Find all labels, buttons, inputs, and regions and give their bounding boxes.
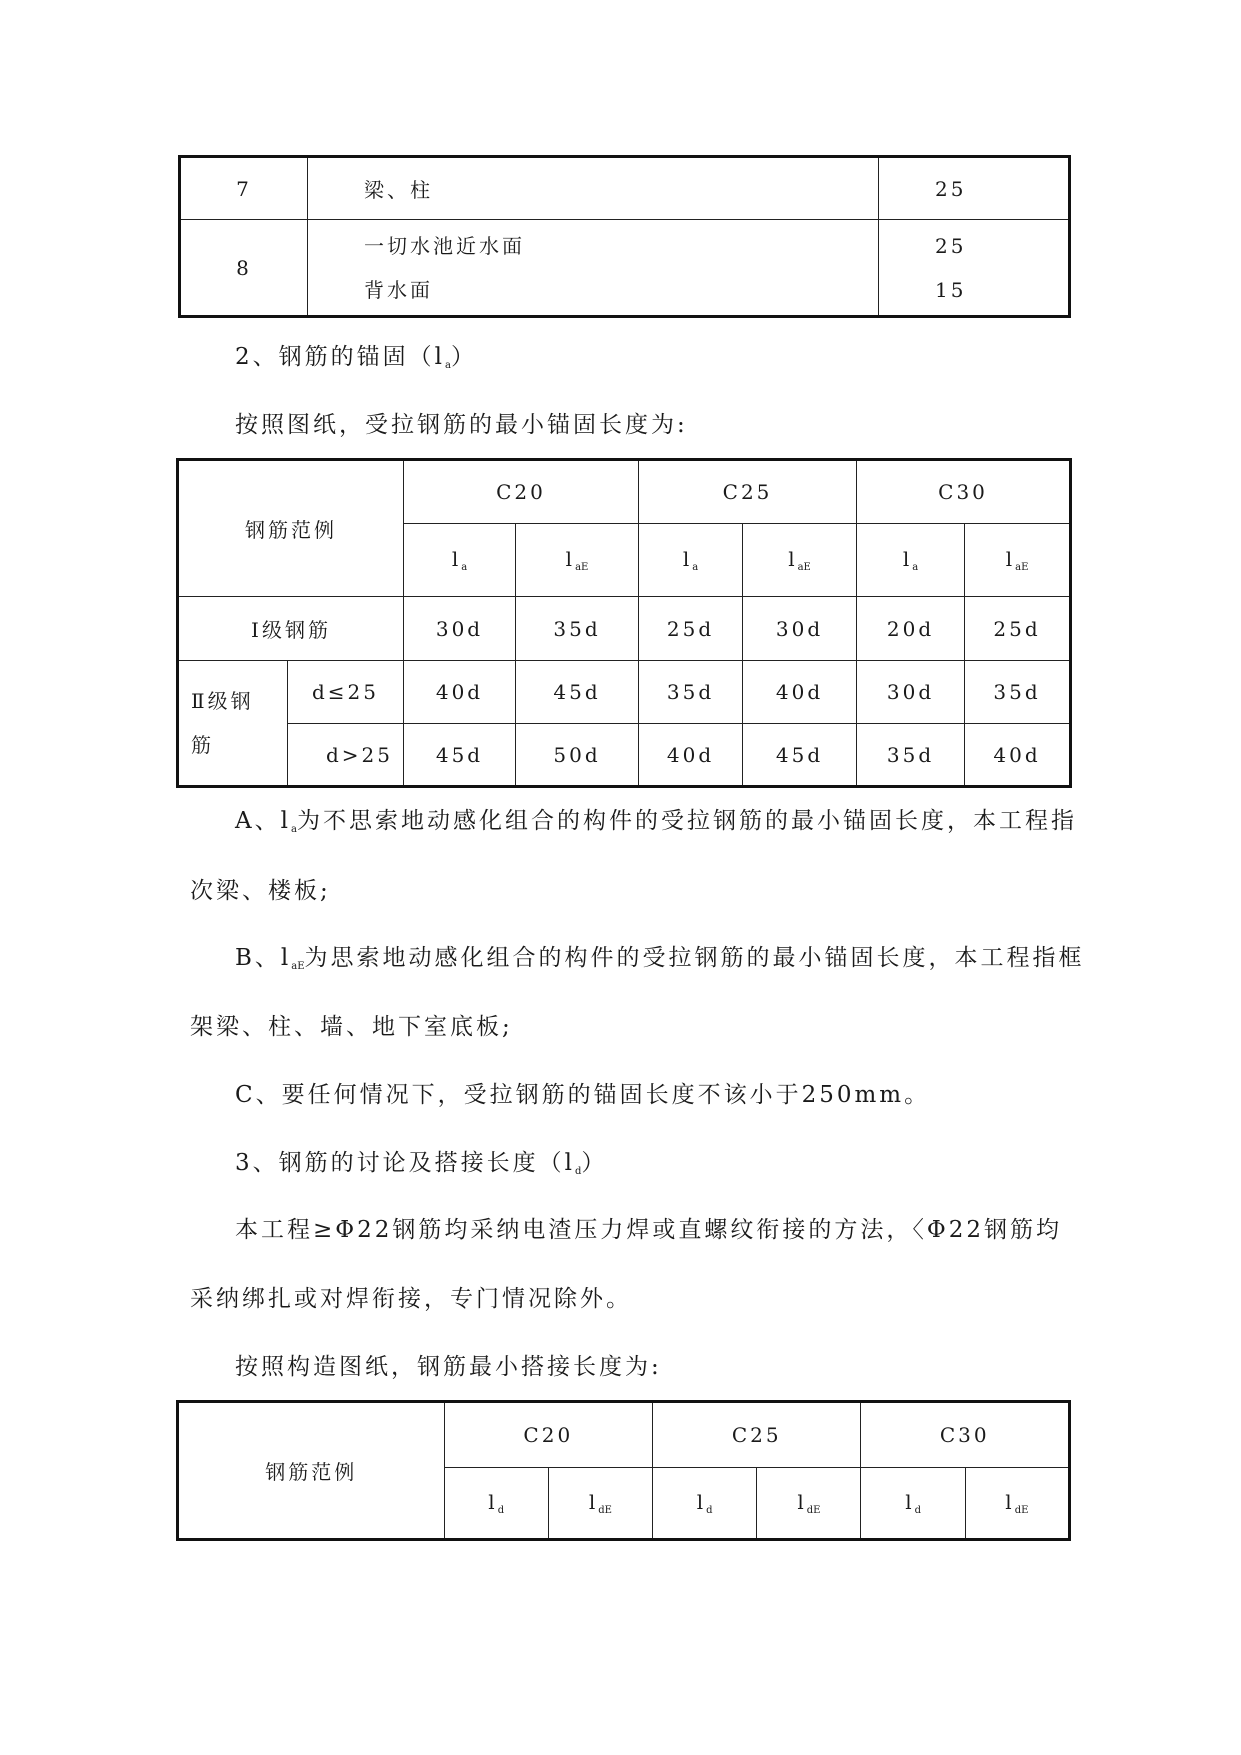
sub-header (861, 1468, 965, 1540)
sub-header (653, 1468, 757, 1540)
table-cell: 40d (965, 724, 1071, 787)
grade-header: C20 (444, 1402, 652, 1468)
symbol: l (588, 1490, 599, 1514)
symbol: l (280, 808, 291, 834)
symbol-subscript: a (445, 360, 451, 371)
symbol-subscript: dE (1014, 1505, 1029, 1516)
section-3-paragraph-continued: 采纳绑扎或对焊衔接，专门情况除外。 (190, 1286, 632, 1312)
table-cell: 25d (965, 597, 1071, 661)
lap-length-table (176, 1400, 1071, 1541)
symbol: l (905, 1490, 915, 1514)
table-cell: 30d (857, 661, 965, 724)
symbol-subscript: dE (598, 1505, 612, 1516)
symbol-subscript: d (914, 1505, 921, 1516)
grade-header: C25 (639, 460, 857, 524)
note-a-continued: 次梁、楼板; (190, 878, 331, 904)
cover-thickness-table (178, 155, 1071, 318)
table-cell: 35d (639, 661, 743, 724)
note-text: 为思索地动感化组合的构件的受拉钢筋的最小锚固长度，本工程指框 (304, 945, 1085, 971)
symbol: l (1005, 547, 1016, 571)
row-header: 钢筋范例 (178, 1402, 445, 1540)
grade-header: C25 (653, 1402, 861, 1468)
symbol: l (564, 1150, 575, 1176)
row-item: 一切水池近水面 (364, 233, 525, 258)
symbol-subscript: a (692, 562, 699, 573)
sub-header (857, 524, 965, 597)
table-cell: 45d (404, 724, 516, 787)
table-cell: 30d (743, 597, 857, 661)
note-b (235, 943, 1085, 982)
heading-text: ） (450, 344, 477, 370)
sub-header (516, 524, 639, 597)
sub-header (548, 1468, 652, 1540)
symbol: l (488, 1490, 498, 1514)
note-prefix: B、 (235, 945, 281, 971)
sub-header (639, 524, 743, 597)
symbol: l (280, 945, 292, 971)
table-cell: 40d (404, 661, 516, 724)
row-item: 梁、柱 (308, 157, 879, 220)
row-value: 25 (879, 157, 1070, 220)
symbol-subscript: aE (575, 562, 589, 573)
table-cell: 35d (516, 597, 639, 661)
sub-header (965, 524, 1071, 597)
symbol-subscript: d (497, 1505, 505, 1516)
symbol: l (682, 547, 693, 571)
heading-text: 2、钢筋的锚固（ (235, 344, 435, 370)
row-items (308, 220, 879, 317)
symbol-subscript: a (290, 824, 297, 835)
row-number: 7 (180, 157, 308, 220)
table-cell: 20d (857, 597, 965, 661)
symbol: l (434, 344, 445, 370)
row-header: 钢筋范例 (178, 460, 404, 597)
row-label (178, 661, 288, 787)
grade-header: C30 (861, 1402, 1070, 1468)
symbol: l (451, 547, 462, 571)
row-number: 8 (180, 220, 308, 317)
note-b-continued: 架梁、柱、墙、地下室底板; (190, 1014, 513, 1040)
section-3-paragraph: 本工程≥Φ22钢筋均采纳电渣压力焊或直螺纹衔接的方法，〈Φ22钢筋均 (235, 1217, 1063, 1243)
symbol-subscript: dE (806, 1505, 821, 1516)
symbol: l (788, 547, 798, 571)
section-3-intro: 按照构造图纸，钢筋最小搭接长度为: (235, 1354, 662, 1380)
symbol-subscript: a (912, 562, 919, 573)
table-cell: 40d (639, 724, 743, 787)
sub-header (404, 524, 516, 597)
row-value: 25 (935, 233, 967, 258)
heading-text: ） (581, 1150, 608, 1176)
sub-header (743, 524, 857, 597)
note-c: C、要任何情况下，受拉钢筋的锚固长度不该小于250mm。 (235, 1082, 931, 1108)
grade-header: C20 (404, 460, 639, 524)
section-3-heading (235, 1148, 607, 1187)
row-label-line: 筋 (191, 733, 214, 757)
table-cell: 40d (743, 661, 857, 724)
row-values (879, 220, 1070, 317)
note-prefix: A、 (235, 808, 281, 834)
note-a (235, 806, 1077, 845)
table-cell: 50d (516, 724, 639, 787)
table-cell: 25d (639, 597, 743, 661)
table-cell: 35d (965, 661, 1071, 724)
row-value: 15 (935, 277, 967, 302)
symbol-subscript: a (461, 562, 468, 573)
symbol-subscript: d (575, 1166, 582, 1177)
sub-header (444, 1468, 548, 1540)
symbol: l (696, 1490, 707, 1514)
sub-header (757, 1468, 861, 1540)
table-cell: 35d (857, 724, 965, 787)
symbol-subscript: aE (291, 961, 305, 972)
condition-cell: d≤25 (288, 661, 404, 724)
heading-text: 3、钢筋的讨论及搭接长度（ (235, 1150, 565, 1176)
symbol-subscript: aE (1015, 562, 1029, 573)
sub-header (965, 1468, 1069, 1540)
symbol: l (1005, 1490, 1015, 1514)
condition-cell: d>25 (288, 724, 404, 787)
table-cell: 45d (516, 661, 639, 724)
table-cell: 45d (743, 724, 857, 787)
table-cell: 30d (404, 597, 516, 661)
symbol: l (565, 547, 576, 571)
anchorage-length-table (176, 458, 1072, 788)
symbol-subscript: aE (797, 562, 811, 573)
row-label: Ⅰ级钢筋 (178, 597, 404, 661)
section-2-intro: 按照图纸，受拉钢筋的最小锚固长度为: (235, 412, 688, 438)
symbol: l (797, 1490, 807, 1514)
row-label-line: Ⅱ级钢 (191, 689, 254, 713)
row-item: 背水面 (364, 277, 433, 302)
symbol: l (902, 547, 913, 571)
grade-header: C30 (857, 460, 1071, 524)
section-2-heading (235, 342, 477, 381)
symbol-subscript: d (706, 1505, 713, 1516)
note-text: 为不思索地动感化组合的构件的受拉钢筋的最小锚固长度，本工程指 (296, 808, 1077, 834)
